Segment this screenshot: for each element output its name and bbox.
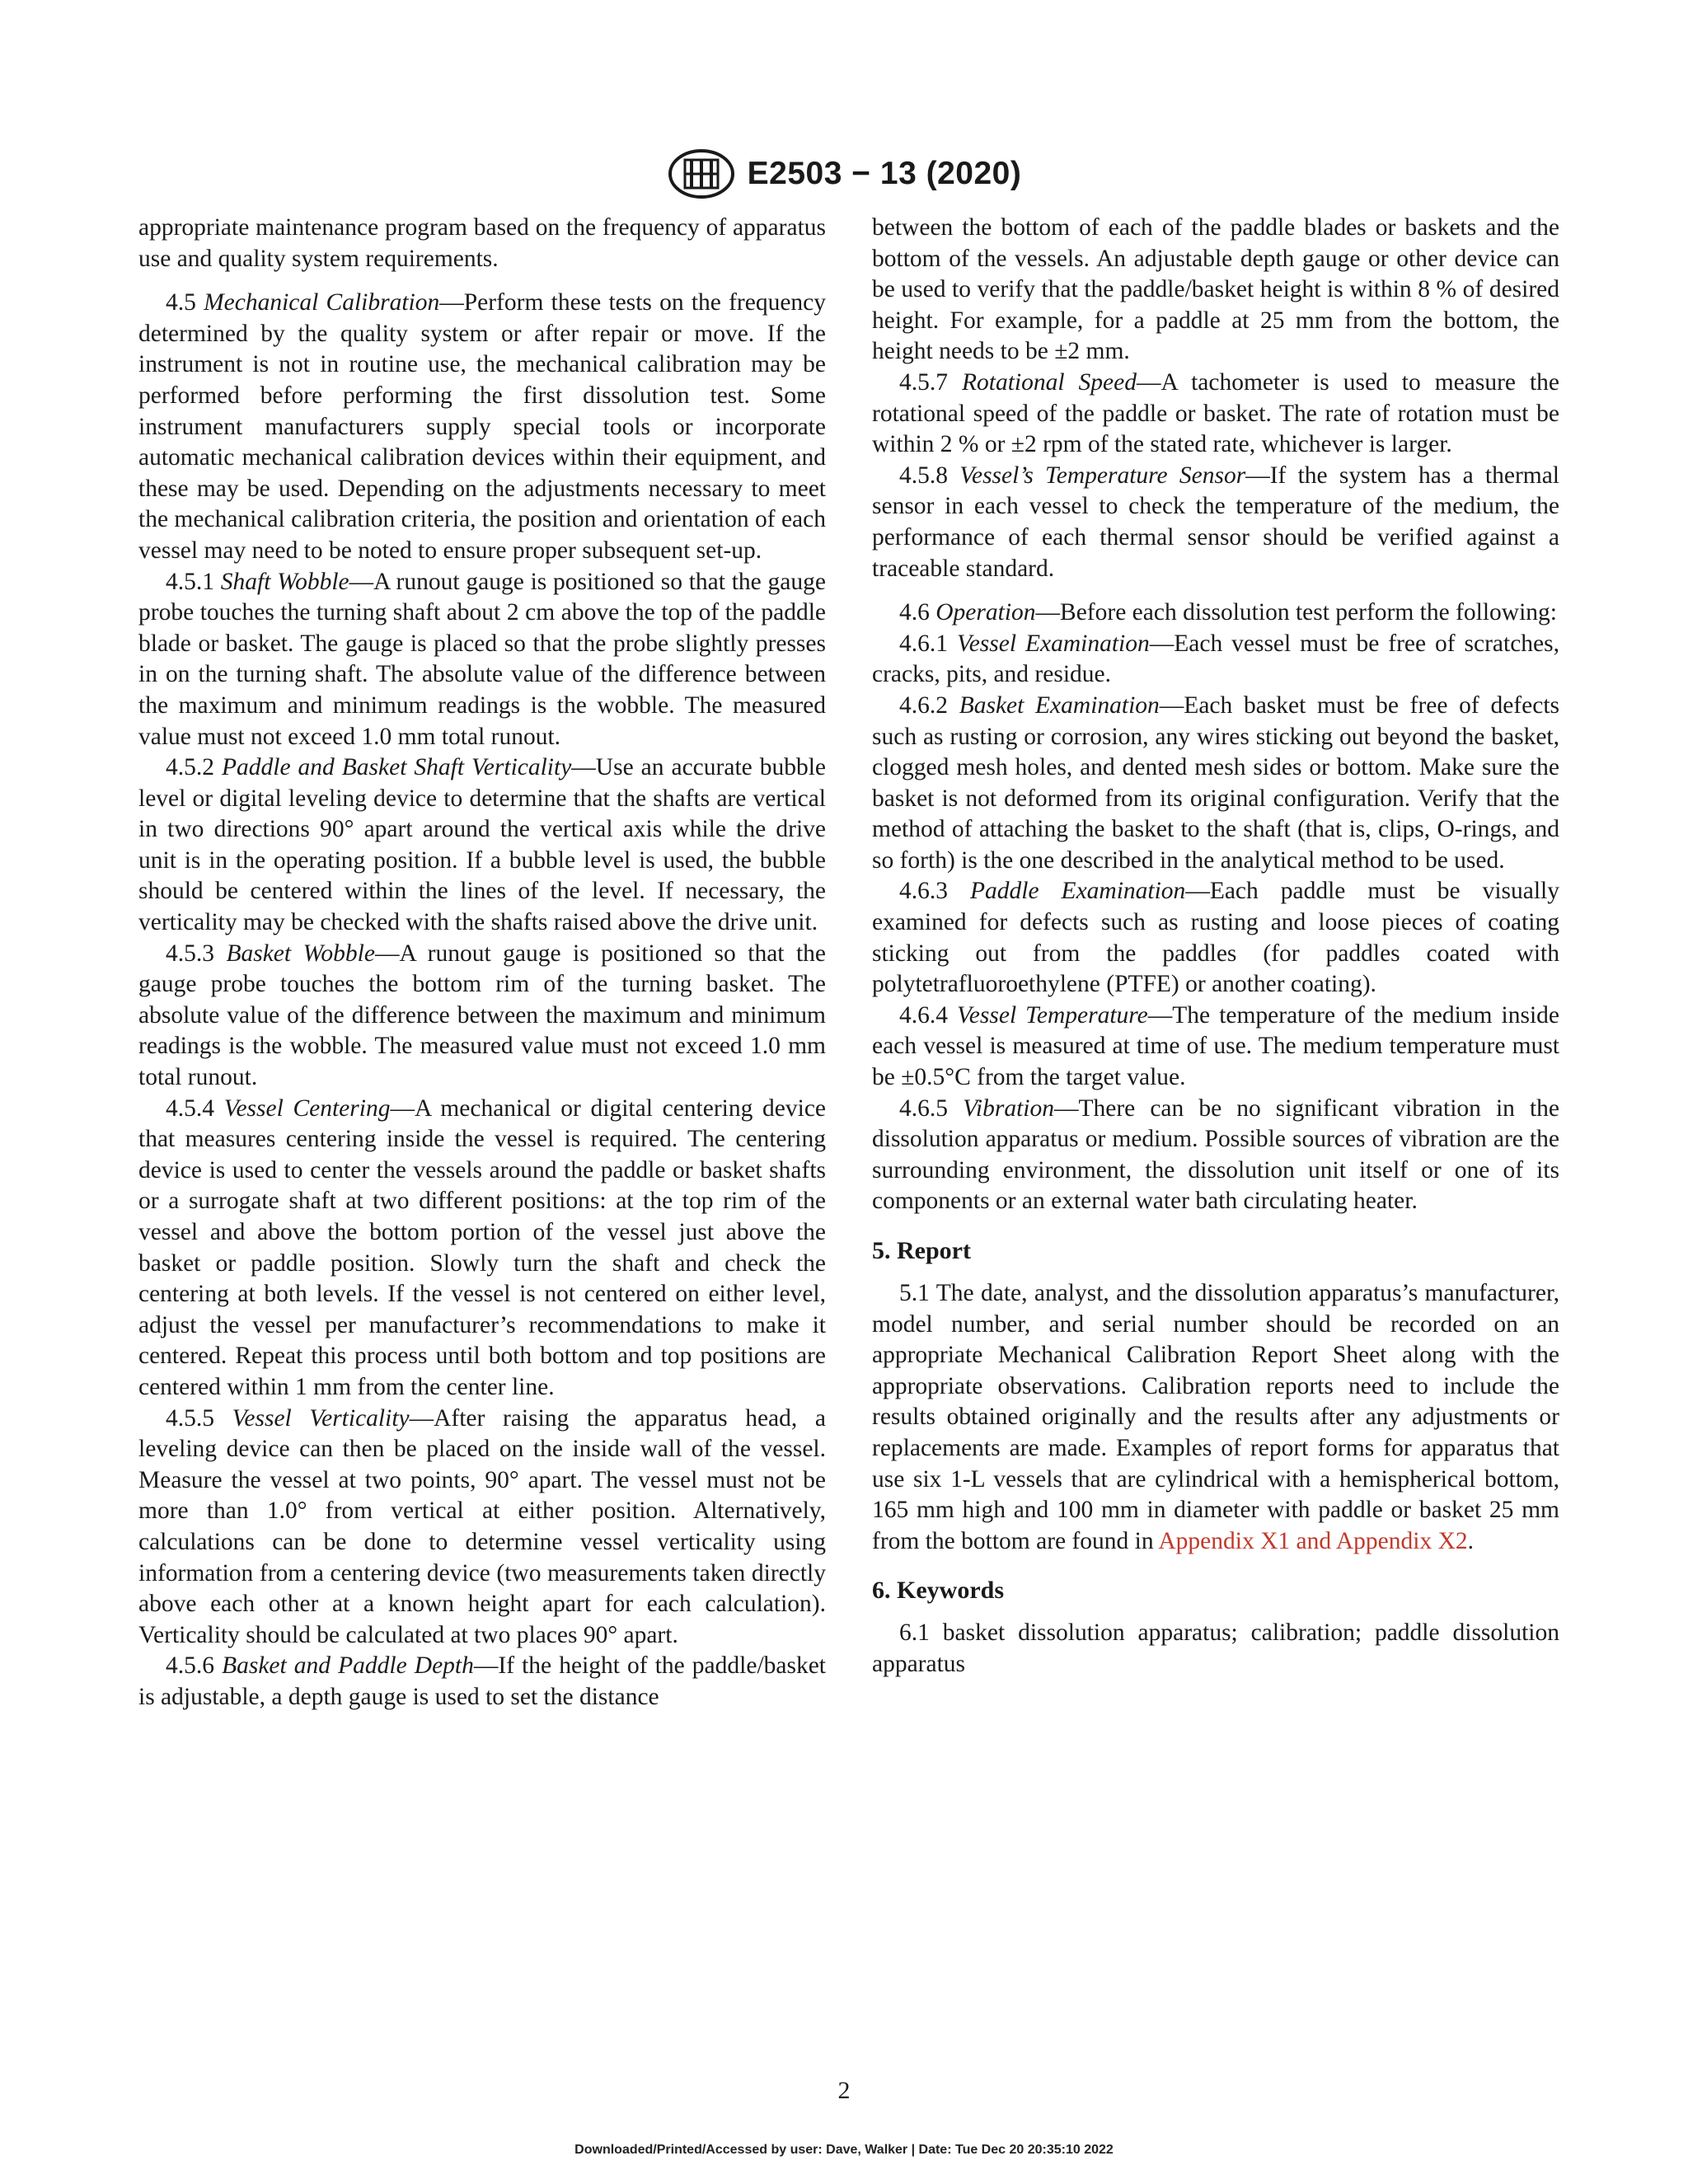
section-number: 4.5.1 bbox=[166, 568, 221, 595]
section-body: —A tachometer is used to measure the rotational speed of the paddle or basket. The rate of rotation must be within 2 % or ±2 rpm of the stated rate, whichever is larger. bbox=[872, 368, 1560, 458]
section-title: Mechanical Calibration bbox=[204, 289, 440, 316]
section-body: —Each vessel must be free of scratches, cracks, pits, and residue. bbox=[872, 630, 1560, 688]
section-6-1: 6.1 basket dissolution apparatus; calibration; paddle dissolution apparatus bbox=[872, 1619, 1559, 1677]
section-number: 4.6.1 bbox=[899, 630, 957, 657]
section-number: 4.5.8 bbox=[899, 462, 960, 489]
section-number: 4.5.7 bbox=[899, 368, 962, 396]
section-body: —Before each dissolution test perform the following: bbox=[1035, 599, 1557, 626]
section-number: 4.6.3 bbox=[899, 878, 970, 905]
section-title: Basket and Paddle Depth bbox=[222, 1652, 474, 1680]
section-title: Paddle and Basket Shaft Verticality bbox=[222, 754, 572, 781]
section-number: 4.5.5 bbox=[166, 1404, 232, 1432]
heading-keywords: 6. Keywords bbox=[872, 1577, 1004, 1605]
section-title: Basket Examination bbox=[959, 691, 1160, 719]
section-title: Vessel Centering bbox=[223, 1094, 391, 1122]
section-number: 4.5.3 bbox=[166, 940, 227, 967]
section-4-5-1 bbox=[138, 567, 826, 753]
section-body: —Each basket must be free of defects such as rusting or corrosion, any wires sticking out beyond the basket, clogged mesh holes, and dented mesh sides or bottom. Make sure the basket is not deformed from its original configuration. Verify that the method of attaching the basket to the shaft (that is, clips, O-rings, and so forth) is the one described in the analytical method to be used. bbox=[872, 691, 1559, 874]
document-id: E2503 − 13 (2020) bbox=[747, 156, 1022, 191]
section-4-5-6 bbox=[138, 1651, 826, 1713]
section-number: 4.5.4 bbox=[166, 1094, 224, 1122]
appendix-link[interactable]: Appendix X1 and Appendix X2 bbox=[1158, 1527, 1468, 1554]
section-body: —If the height of the paddle/basket is adjustable, a depth gauge is used to set the distance bbox=[138, 1652, 827, 1710]
section-body: 5.1 The date, analyst, and the dissolution apparatus’s manufacturer, model number, and serial number should be recorded on an appropriate Mechanical Calibration Report Sheet along with the appropriate observations. Calibration reports need to include the results obtained originally and the results after any adjustments or replacements are made. Examples of report forms for apparatus that use six 1-L vessels that are cylindrical with a hemispherical bottom, 165 mm high and 100 mm in diameter with paddle or basket 25 mm from the bottom are found in bbox=[872, 1280, 1559, 1554]
section-4-6-5 bbox=[872, 1094, 1559, 1217]
section-body: —A runout gauge is positioned so that the gauge probe touches the bottom rim of the turning basket. The absolute value of the difference between the maximum and minimum readings is the wobble. The measured value must not exceed 1.0 mm total runout. bbox=[138, 940, 826, 1091]
paragraph-4-4-continuation: appropriate maintenance program based on the frequency of apparatus use and quality system requirements. bbox=[138, 214, 826, 272]
section-4-5-6-continuation: between the bottom of each of the paddle blades or baskets and the bottom of the vessels. An adjustable depth gauge or other device can be used to verify that the paddle/basket height is within 8 % of desired height. For example, for a paddle at 25 mm from the bottom, the height needs to be ±2 mm. bbox=[872, 214, 1559, 365]
section-4-5-8 bbox=[872, 461, 1559, 584]
section-title: Vessel Temperature bbox=[957, 1001, 1148, 1029]
section-number: 4.5.2 bbox=[166, 754, 222, 781]
page-number: 2 bbox=[837, 2077, 851, 2104]
section-4-5-7 bbox=[872, 368, 1559, 461]
section-number: 4.5 bbox=[166, 289, 204, 316]
section-title: Vessel Examination bbox=[956, 630, 1150, 657]
left-column bbox=[138, 213, 826, 1713]
section-number: 4.6.2 bbox=[899, 691, 959, 719]
section-title: Vibration bbox=[963, 1094, 1054, 1122]
section-title: Basket Wobble bbox=[226, 940, 375, 967]
section-body: —If the system has a thermal sensor in each vessel to check the temperature of the medium, the performance of each thermal sensor should be verified against a traceable standard. bbox=[872, 462, 1560, 582]
section-4-6-1 bbox=[872, 629, 1559, 691]
section-number: 4.5.6 bbox=[166, 1652, 223, 1680]
section-5-1 bbox=[872, 1278, 1559, 1557]
section-title: Paddle Examination bbox=[970, 878, 1186, 905]
section-number: 4.6 bbox=[899, 599, 936, 626]
section-body: —Each paddle must be visually examined for defects such as rusting and loose pieces of coating sticking out from the paddles (for paddles coated with polytetrafluoroethylene (PTFE) or another coating). bbox=[872, 878, 1559, 998]
section-4-5-5 bbox=[138, 1404, 826, 1652]
section-title: Vessel’s Temperature Sensor bbox=[959, 462, 1246, 489]
section-number: 4.6.4 bbox=[899, 1001, 958, 1029]
heading-report: 5. Report bbox=[872, 1237, 971, 1264]
section-title: Shaft Wobble bbox=[220, 568, 349, 595]
section-body: —Use an accurate bubble level or digital leveling device to determine that the shafts are vertical in two directions 90° apart around the vertical axis while the drive unit is in the operating position. If a bubble level is used, the bubble should be centered within the lines of the level. If necessary, the verticality may be checked with the shafts raised above the drive unit. bbox=[138, 754, 827, 936]
section-title: Vessel Verticality bbox=[232, 1404, 410, 1432]
section-body: —There can be no significant vibration in the dissolution apparatus or medium. Possible sources of vibration are the surrounding environment, the dissolution unit itself or one of its components or an external water bath circulating heater. bbox=[872, 1094, 1560, 1215]
section-body-end: . bbox=[1467, 1527, 1475, 1554]
section-4-6-2 bbox=[872, 691, 1559, 877]
page-header bbox=[0, 148, 1688, 199]
section-4-5-2 bbox=[138, 752, 826, 939]
section-4-6-4 bbox=[872, 1001, 1559, 1094]
section-body: —A mechanical or digital centering device that measures centering inside the vessel is required. The centering device is used to center the vessels around the paddle or basket shafts or a surrogate shaft at two different positions: at the top rim of the vessel and above the bottom portion of the vessel just above the basket or paddle position. Slowly turn the shaft and check the centering at both levels. If the vessel is not centered on either level, adjust the vessel per manufacturer’s recommendations to make it centered. Repeat this process until both bottom and top positions are centered within 1 mm from the center line. bbox=[138, 1094, 827, 1400]
section-4-5-4 bbox=[138, 1094, 826, 1404]
download-footer: Downloaded/Printed/Accessed by user: Dave, Walker | Date: Tue Dec 20 20:35:10 2022 bbox=[574, 2143, 1114, 2157]
section-4-5-3 bbox=[138, 939, 826, 1094]
section-4-5 bbox=[138, 288, 826, 566]
section-body: —After raising the apparatus head, a leveling device can then be placed on the inside wall of the vessel. Measure the vessel at two points, 90° apart. The vessel must not be more than 1.0° from vertical at either position. Alternatively, calculations can be done to determine vessel verticality using information from a centering device (two measurements taken directly above each other at a known height apart for each calculation). Verticality should be calculated at two places 90° apart. bbox=[138, 1404, 827, 1648]
section-4-6-3 bbox=[872, 876, 1559, 1000]
section-title: Operation bbox=[935, 599, 1036, 626]
section-body: —The temperature of the medium inside each vessel is measured at time of use. The medium temperature must be ±0.5°C from the target value. bbox=[872, 1001, 1559, 1091]
section-4-6 bbox=[872, 598, 1559, 629]
section-body: —Perform these tests on the frequency determined by the quality system or after repair or move. If the instrument is not in routine use, the mechanical calibration may be performed before performing the first dissolution test. Some instrument manufacturers supply special tools or incorporate automatic mechanical calibration devices within their equipment, and these may be used. Depending on the adjustments necessary to meet the mechanical calibration criteria, the position and orientation of each vessel may need to be noted to ensure proper subsequent set-up. bbox=[138, 289, 827, 564]
right-column bbox=[872, 213, 1559, 1680]
astm-logo-icon bbox=[667, 148, 736, 199]
section-title: Rotational Speed bbox=[961, 368, 1137, 396]
section-body: —A runout gauge is positioned so that the gauge probe touches the turning shaft about 2 cm above the top of the paddle blade or basket. The gauge is placed so that the probe slightly presses in on the turning shaft. The absolute value of the difference between the maximum and minimum readings is the wobble. The measured value must not exceed 1.0 mm total runout. bbox=[138, 568, 826, 750]
section-number: 4.6.5 bbox=[899, 1094, 964, 1122]
